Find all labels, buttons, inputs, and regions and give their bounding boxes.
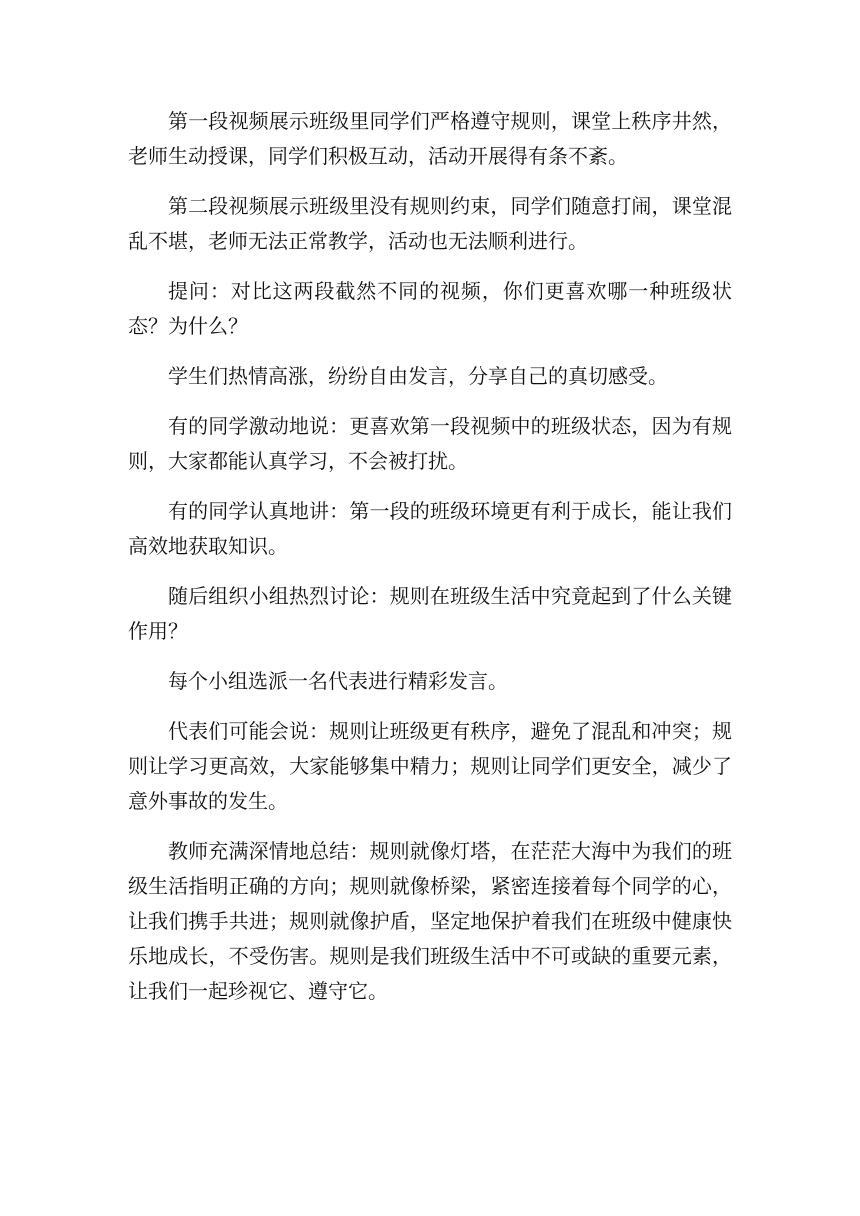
paragraph-video-two: 第二段视频展示班级里没有规则约束，同学们随意打闹，课堂混乱不堪，老师无法正常教学，活动也无法顺利进行。 (128, 194, 732, 253)
paragraph-question: 提问：对比这两段截然不同的视频，你们更喜欢哪一种班级状态？为什么？ (128, 279, 732, 338)
paragraph-students-respond: 学生们热情高涨，纷纷自由发言，分享自己的真切感受。 (168, 364, 668, 388)
paragraph-student-answer-two: 有的同学认真地讲：第一段的班级环境更有利于成长，能让我们高效地获取知识。 (128, 499, 732, 558)
paragraph-video-one: 第一段视频展示班级里同学们严格遵守规则，课堂上秩序井然，老师生动授课，同学们积极互动，活动开展得有条不紊。 (128, 109, 732, 168)
paragraph-representative: 每个小组选派一名代表进行精彩发言。 (168, 669, 508, 693)
document-body (128, 104, 732, 1024)
paragraph-group-discussion: 随后组织小组热烈讨论：规则在班级生活中究竟起到了什么关键作用？ (128, 584, 732, 643)
paragraph-representative-answers: 代表们可能会说：规则让班级更有秩序，避免了混乱和冲突；规则让学习更高效，大家能够集中精力；规则让同学们更安全，减少了意外事故的发生。 (128, 719, 732, 813)
paragraph-teacher-summary: 教师充满深情地总结：规则就像灯塔，在茫茫大海中为我们的班级生活指明正确的方向；规则就像桥梁，紧密连接着每个同学的心，让我们携手共进；规则就像护盾，坚定地保护着我们在班级中健康快乐地成长，不受伤害。规则是我们班级生活中不可或缺的重要元素，让我们一起珍视它、遵守它。 (128, 839, 732, 1003)
paragraph-student-answer-one: 有的同学激动地说：更喜欢第一段视频中的班级状态，因为有规则，大家都能认真学习，不会被打扰。 (128, 414, 732, 473)
